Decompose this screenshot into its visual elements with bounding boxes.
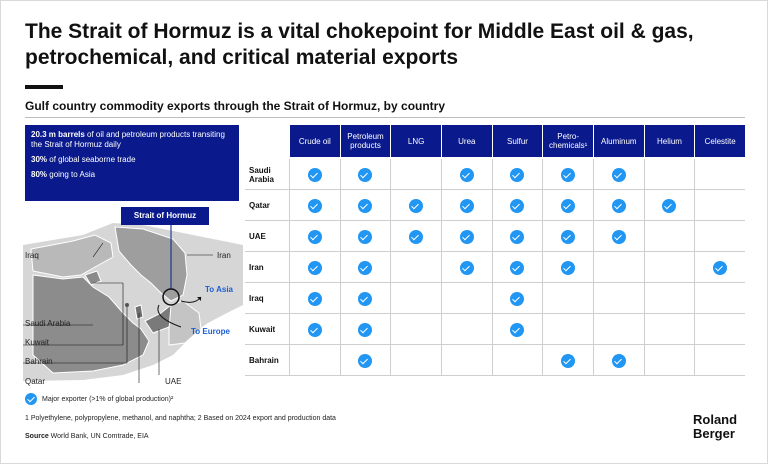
row-country-label: Iran	[249, 263, 264, 272]
table-cell	[694, 283, 745, 314]
check-icon	[409, 230, 423, 244]
table-cell	[593, 159, 644, 190]
map-label-qatar: Qatar	[25, 377, 46, 386]
title-accent-bar	[25, 85, 63, 89]
table-cell	[593, 345, 644, 376]
check-icon	[358, 323, 372, 337]
table-cell	[644, 314, 695, 345]
gulf-map-graphic	[23, 205, 243, 391]
check-icon	[358, 168, 372, 182]
table-cell	[492, 221, 543, 252]
table-cell	[542, 190, 593, 221]
table-row	[245, 345, 745, 376]
table-cell	[593, 190, 644, 221]
table-cell	[492, 252, 543, 283]
row-country-label: Qatar	[249, 201, 270, 210]
check-icon	[612, 354, 626, 368]
table-cell	[289, 252, 340, 283]
table-cell	[492, 159, 543, 190]
table-cell	[593, 314, 644, 345]
check-icon	[510, 323, 524, 337]
check-icon	[409, 199, 423, 213]
check-icon	[358, 230, 372, 244]
check-icon	[662, 199, 676, 213]
table-cell	[441, 252, 492, 283]
column-header: Aluminum	[594, 125, 644, 157]
table-cell	[390, 345, 441, 376]
check-icon	[25, 393, 37, 405]
map-label-kuwait: Kuwait	[25, 338, 50, 347]
table-cell	[542, 252, 593, 283]
check-icon	[612, 168, 626, 182]
check-icon	[358, 292, 372, 306]
row-country-label: Kuwait	[249, 325, 276, 334]
table-row	[245, 252, 745, 283]
row-country-label: Iraq	[249, 294, 264, 303]
column-header: Helium	[645, 125, 695, 157]
row-country-label: Bahrain	[249, 356, 279, 365]
table-cell	[340, 190, 391, 221]
info-line-3: 80% going to Asia	[31, 170, 96, 179]
check-icon	[561, 230, 575, 244]
column-header: Petroleum products	[341, 125, 391, 157]
table-cell	[441, 345, 492, 376]
check-icon	[510, 230, 524, 244]
roland-berger-logo: Roland Berger	[693, 412, 738, 441]
legend-text: Major exporter (>1% of global production)²	[42, 395, 174, 403]
map-label-to-asia: To Asia	[205, 285, 234, 294]
table-header-row	[245, 125, 745, 157]
table-cell	[542, 314, 593, 345]
table-cell	[390, 314, 441, 345]
check-icon	[510, 168, 524, 182]
table-cell	[644, 190, 695, 221]
check-icon	[612, 230, 626, 244]
subtitle: Gulf country commodity exports through the Strait of Hormuz, by country	[25, 99, 446, 113]
table-cell	[289, 345, 340, 376]
table-cell	[542, 159, 593, 190]
table-cell	[289, 283, 340, 314]
table-cell	[542, 221, 593, 252]
check-icon	[308, 261, 322, 275]
table-cell	[542, 283, 593, 314]
table-cell	[289, 314, 340, 345]
divider	[25, 117, 745, 118]
check-icon	[561, 199, 575, 213]
check-icon	[561, 261, 575, 275]
table-cell	[694, 159, 745, 190]
check-icon	[510, 292, 524, 306]
map-bahrain	[125, 303, 129, 307]
table-cell	[593, 252, 644, 283]
map-label-iraq: Iraq	[25, 251, 39, 260]
check-icon	[308, 230, 322, 244]
check-icon	[612, 199, 626, 213]
table-row	[245, 283, 745, 314]
check-icon	[460, 261, 474, 275]
table-cell	[644, 221, 695, 252]
check-icon	[308, 292, 322, 306]
table-cell	[390, 221, 441, 252]
table-cell	[644, 283, 695, 314]
table-cell	[492, 314, 543, 345]
table-cell	[289, 159, 340, 190]
info-box	[25, 125, 239, 201]
check-icon	[510, 261, 524, 275]
table-cell	[441, 221, 492, 252]
table-cell	[593, 221, 644, 252]
map-label-iran: Iran	[217, 251, 231, 260]
check-icon	[308, 323, 322, 337]
table-cell	[390, 283, 441, 314]
table-row	[245, 221, 745, 252]
table-cell	[644, 345, 695, 376]
footnote: 1 Polyethylene, polypropylene, methanol, and naphtha; 2 Based on 2024 export and production data	[25, 415, 336, 422]
table-cell	[694, 221, 745, 252]
table-cell	[694, 345, 745, 376]
table-cell	[340, 252, 391, 283]
table-cell	[340, 159, 391, 190]
check-icon	[308, 168, 322, 182]
column-header: LNG	[391, 125, 441, 157]
check-icon	[358, 199, 372, 213]
table-cell	[542, 345, 593, 376]
table-cell	[441, 159, 492, 190]
check-icon	[460, 199, 474, 213]
table-cell	[694, 314, 745, 345]
column-header: Petro-chemicals¹	[543, 125, 593, 157]
table-cell	[694, 190, 745, 221]
source-line: Source World Bank, UN Comtrade, EIA	[25, 433, 149, 440]
gulf-map	[23, 205, 243, 391]
map-label-saudi-arabia: Saudi Arabia	[25, 319, 71, 328]
map-label-uae: UAE	[165, 377, 182, 386]
table-cell	[694, 252, 745, 283]
table-cell	[340, 345, 391, 376]
check-icon	[358, 261, 372, 275]
table-cell	[644, 252, 695, 283]
column-header: Celestite	[695, 125, 745, 157]
table-cell	[441, 283, 492, 314]
row-country-label: Saudi Arabia	[249, 165, 274, 184]
check-icon	[713, 261, 727, 275]
check-icon	[460, 168, 474, 182]
map-label-bahrain: Bahrain	[25, 357, 53, 366]
table-row	[245, 190, 745, 221]
map-label-to-europe: To Europe	[191, 327, 230, 336]
column-header: Urea	[442, 125, 492, 157]
table-cell	[289, 190, 340, 221]
table-cell	[644, 159, 695, 190]
table-cell	[340, 221, 391, 252]
check-icon	[561, 354, 575, 368]
check-icon	[510, 199, 524, 213]
table-cell	[492, 345, 543, 376]
table-cell	[593, 283, 644, 314]
column-header: Sulfur	[493, 125, 543, 157]
table-cell	[289, 221, 340, 252]
table-cell	[441, 314, 492, 345]
info-line-2: 30% of global seaborne trade	[31, 155, 136, 164]
check-icon	[308, 199, 322, 213]
check-icon	[358, 354, 372, 368]
check-icon	[561, 168, 575, 182]
row-country-label: UAE	[249, 232, 266, 241]
table-cell	[390, 190, 441, 221]
table-cell	[390, 252, 441, 283]
strait-of-hormuz-tag: Strait of Hormuz	[121, 207, 209, 225]
page-title: The Strait of Hormuz is a vital chokepoint for Middle East oil & gas, petrochemical, and critical material exports	[25, 20, 694, 69]
legend	[25, 393, 173, 405]
table-row	[245, 314, 745, 345]
table-cell	[340, 283, 391, 314]
info-line-1: 20.3 m barrels of oil and petroleum products transiting the Strait of Hormuz daily	[31, 130, 225, 149]
table-cell	[390, 159, 441, 190]
check-icon	[460, 230, 474, 244]
table-cell	[340, 314, 391, 345]
table-row	[245, 159, 745, 190]
table-cell	[492, 190, 543, 221]
table-cell	[492, 283, 543, 314]
table-cell	[441, 190, 492, 221]
column-header: Crude oil	[290, 125, 340, 157]
